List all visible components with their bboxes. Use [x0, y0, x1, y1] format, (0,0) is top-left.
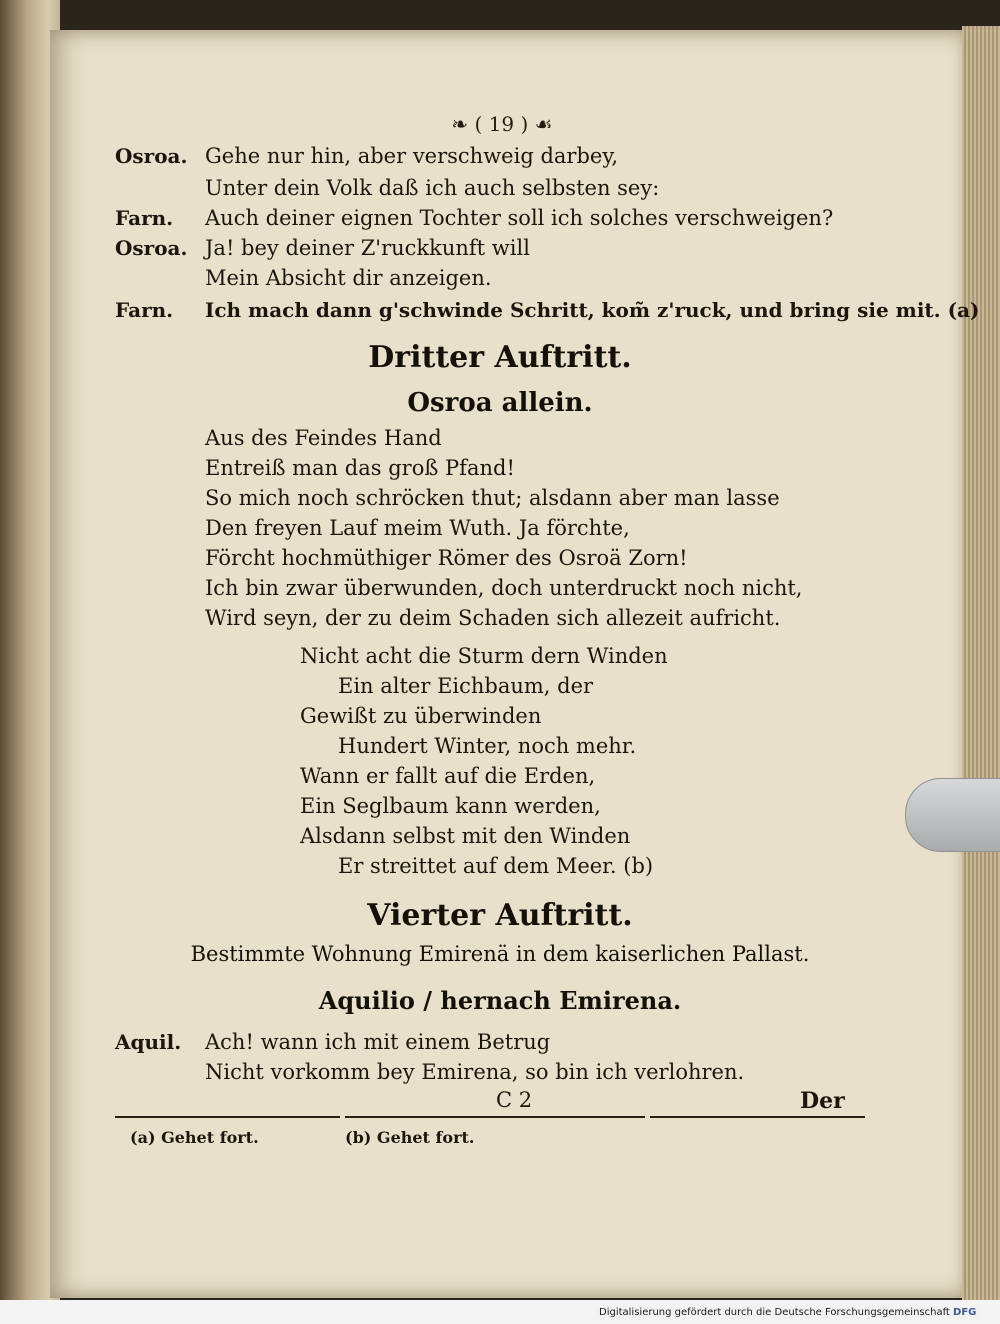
- scene-subtitle: Osroa allein.: [407, 388, 593, 418]
- footnote-rule: [650, 1116, 865, 1118]
- verse-line: Förcht hochmüthiger Römer des Osroä Zorn!: [205, 546, 688, 570]
- aria-line: Wann er fallt auf die Erden,: [300, 764, 596, 788]
- signature-mark: C 2: [496, 1088, 533, 1112]
- aria-line: Er streittet auf dem Meer. (b): [338, 854, 654, 878]
- dialogue-line: Auch deiner eignen Tochter soll ich solches verschweigen?: [205, 206, 834, 230]
- page-number-header: [412, 112, 592, 136]
- speaker-label: Farn.: [115, 298, 174, 322]
- aria-line: Alsdann selbst mit den Winden: [300, 824, 631, 848]
- dialogue-line: Ach! wann ich mit einem Betrug: [205, 1030, 551, 1054]
- speaker-label: Osroa.: [115, 236, 188, 260]
- speaker-label: Aquil.: [115, 1030, 182, 1054]
- dialogue-line: Mein Absicht dir anzeigen.: [205, 266, 492, 290]
- ornament-right-icon: ☙: [534, 112, 553, 136]
- scene-title: Vierter Auftritt.: [367, 898, 633, 933]
- page-stack-edge: [962, 26, 1000, 1300]
- footnote-rule: [115, 1116, 340, 1118]
- footnote: (b) Gehet fort.: [345, 1128, 475, 1147]
- footnote-rule: [345, 1116, 645, 1118]
- verse-line: Den freyen Lauf meim Wuth. Ja förchte,: [205, 516, 630, 540]
- page-number: ( 19 ): [474, 112, 529, 136]
- aria-line: Hundert Winter, noch mehr.: [338, 734, 637, 758]
- aria-line: Ein alter Eichbaum, der: [338, 674, 594, 698]
- aria-line: Gewißt zu überwinden: [300, 704, 542, 728]
- dialogue-line: Ich mach dann g'schwinde Schritt, kom̃ z'ruck, und bring sie mit. (a): [205, 298, 980, 322]
- scanner-clip: [905, 778, 1000, 852]
- dialogue-line: Ja! bey deiner Z'ruckkunft will: [205, 236, 530, 260]
- verse-line: Ich bin zwar überwunden, doch unterdruckt noch nicht,: [205, 576, 803, 600]
- scene-characters: Aquilio / hernach Emirena.: [318, 986, 682, 1015]
- dialogue-line: Gehe nur hin, aber verschweig darbey,: [205, 144, 619, 168]
- ornament-left-icon: ❧: [451, 112, 469, 136]
- dfg-logo: DFG: [953, 1307, 977, 1318]
- verse-line: So mich noch schröcken thut; alsdann aber man lasse: [205, 486, 780, 510]
- verse-line: Aus des Feindes Hand: [205, 426, 442, 450]
- scene-setting: Bestimmte Wohnung Emirenä in dem kaiserlichen Pallast.: [190, 942, 810, 966]
- catchword: Der: [800, 1088, 845, 1114]
- speaker-label: Farn.: [115, 206, 174, 230]
- aria-line: Ein Seglbaum kann werden,: [300, 794, 601, 818]
- digitization-text: Digitalisierung gefördert durch die Deutsche Forschungsgemeinschaft: [599, 1307, 950, 1318]
- dialogue-line: Nicht vorkomm bey Emirena, so bin ich verlohren.: [205, 1060, 745, 1084]
- footnote: (a) Gehet fort.: [130, 1128, 259, 1147]
- verse-line: Wird seyn, der zu deim Schaden sich allezeit aufricht.: [205, 606, 781, 630]
- scene-title: Dritter Auftritt.: [368, 340, 632, 375]
- speaker-label: Osroa.: [115, 144, 188, 168]
- dialogue-line: Unter dein Volk daß ich auch selbsten sey:: [205, 176, 660, 200]
- digitization-note: [595, 1306, 980, 1319]
- aria-line: Nicht acht die Sturm dern Winden: [300, 644, 668, 668]
- verse-line: Entreiß man das groß Pfand!: [205, 456, 515, 480]
